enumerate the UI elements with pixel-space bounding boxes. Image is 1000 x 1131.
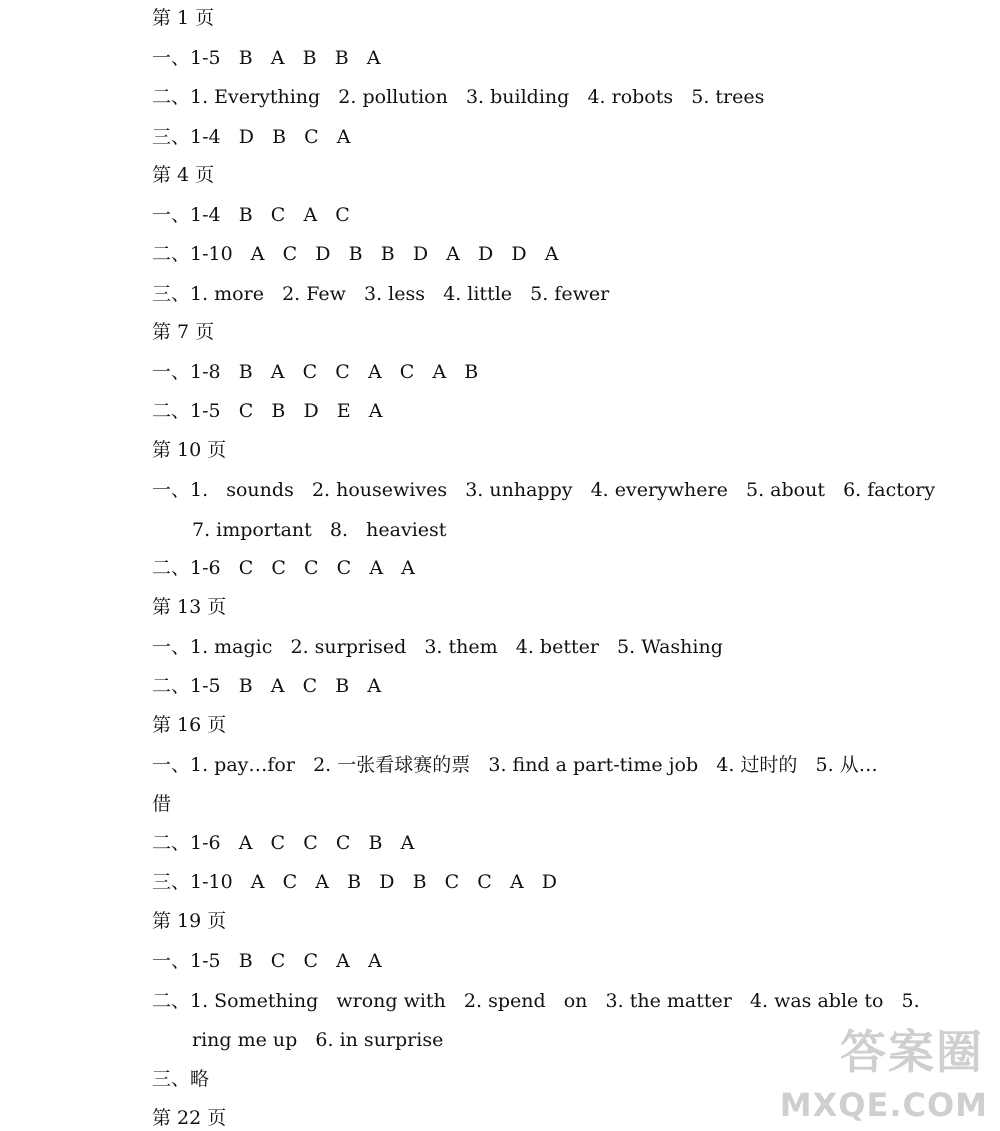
watermark-logo [779,1023,990,1124]
answer-line: 三、略 [152,1068,210,1090]
answer-line: 二、1-6 C C C C A A [152,557,415,579]
answer-line: 二、1-6 A C C C B A [152,832,415,854]
answer-line: 一、1. pay…for 2. 一张看球赛的票 3. find a part-time job 4. 过时的 5. 从… [152,754,878,776]
answer-line: 一、1-8 B A C C A C A B [152,361,479,383]
answer-line: 一、1. sounds 2. housewives 3. unhappy 4. everywhere 5. about 6. factory [152,479,936,501]
page-heading: 第 22 页 [152,1107,227,1129]
page-heading: 第 13 页 [152,596,227,618]
answer-line: 一、1-5 B C C A A [152,950,382,972]
answer-line-continuation: 借 [152,793,172,815]
page-heading: 第 7 页 [152,321,215,343]
watermark-top-text: 答案圈 [840,1025,984,1079]
page-heading: 第 16 页 [152,714,227,736]
answer-line: 二、1-10 A C D B B D A D D A [152,243,559,265]
page-heading: 第 1 页 [152,7,215,29]
page-heading: 第 4 页 [152,164,215,186]
answer-line: 二、1. Everything 2. pollution 3. building 4. robots 5. trees [152,86,765,108]
answer-line: 一、1. magic 2. surprised 3. them 4. better 5. Washing [152,636,723,658]
answer-line-continuation: ring me up 6. in surprise [192,1029,444,1051]
answer-line: 三、1-10 A C A B D B C C A D [152,871,558,893]
answer-line: 二、1. Something wrong with 2. spend on 3. the matter 4. was able to 5. [152,990,920,1012]
answer-line: 二、1-5 C B D E A [152,400,383,422]
answer-line: 三、1. more 2. Few 3. less 4. little 5. fewer [152,283,610,305]
answer-line: 一、1-4 B C A C [152,204,350,226]
answer-line: 二、1-5 B A C B A [152,675,382,697]
page-heading: 第 19 页 [152,910,227,932]
page-heading: 第 10 页 [152,439,227,461]
answer-line: 三、1-4 D B C A [152,126,351,148]
answer-line: 一、1-5 B A B B A [152,47,381,69]
watermark-site-text: MXQE.COM [779,1086,988,1124]
answer-line-continuation: 7. important 8. heaviest [192,519,447,541]
